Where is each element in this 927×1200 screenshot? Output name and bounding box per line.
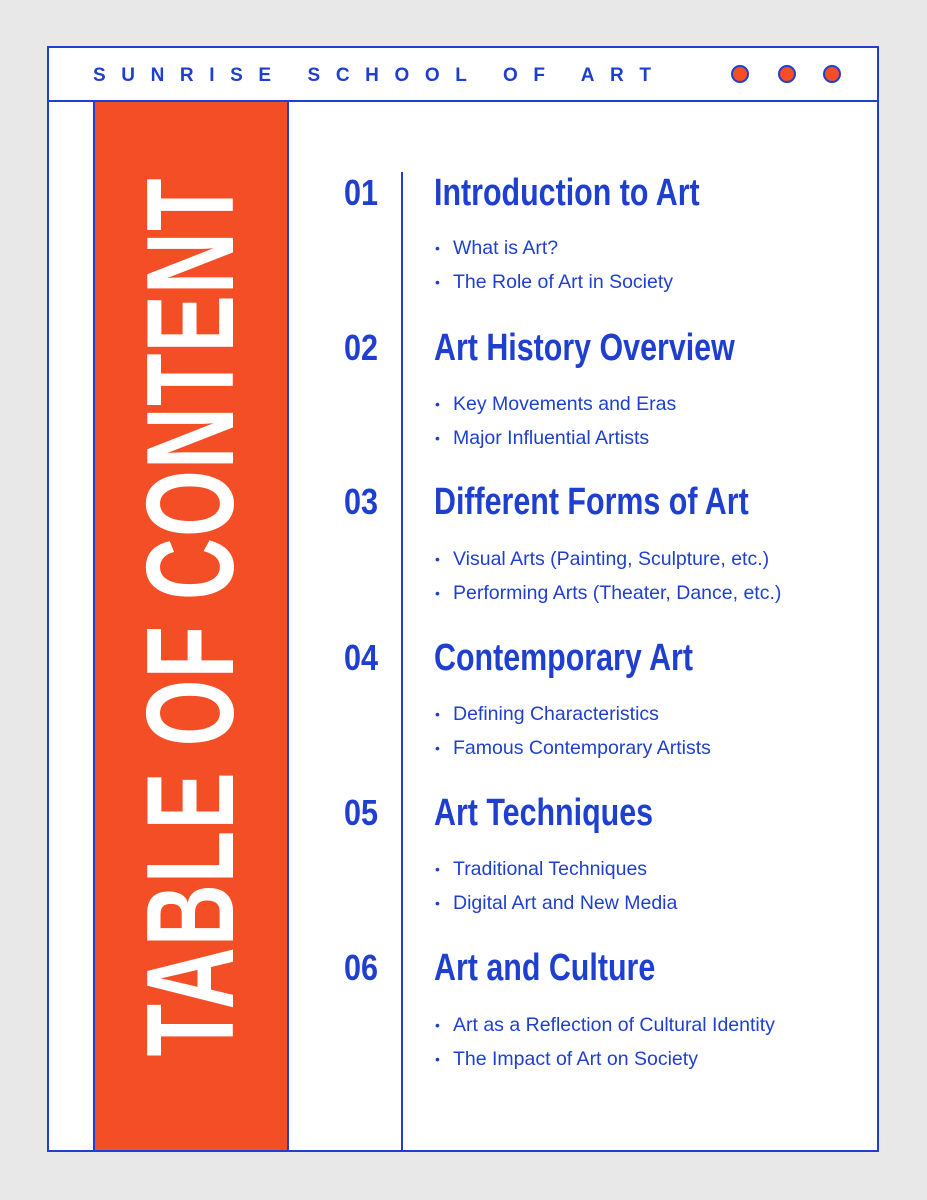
list-item[interactable]: • Famous Contemporary Artists (435, 731, 711, 765)
section-title[interactable]: Art History Overview (434, 327, 735, 369)
toc-section (49, 480, 877, 620)
bullet-icon: • (435, 551, 440, 567)
bullet-icon: • (435, 396, 440, 412)
header-bar (49, 48, 877, 102)
section-number: 03 (343, 481, 378, 522)
section-title[interactable]: Contemporary Art (434, 637, 693, 679)
bullet-icon: • (435, 585, 440, 601)
list-item[interactable]: • Visual Arts (Painting, Sculpture, etc.) (435, 542, 781, 576)
bullet-icon: • (435, 861, 440, 877)
decorative-dot (731, 65, 749, 83)
bullet-icon: • (435, 430, 440, 446)
subitem-list (435, 387, 676, 455)
section-title[interactable]: Introduction to Art (434, 172, 700, 214)
toc-section (49, 326, 877, 466)
list-item[interactable]: • What is Art? (435, 231, 673, 265)
subitem-list (435, 1008, 775, 1076)
decorative-dot (823, 65, 841, 83)
section-number: 01 (343, 172, 378, 213)
list-item[interactable]: • Traditional Techniques (435, 852, 677, 886)
bullet-icon: • (435, 706, 440, 722)
bullet-icon: • (435, 1051, 440, 1067)
toc-section (49, 946, 877, 1086)
subitem-list (435, 852, 677, 920)
list-item[interactable]: • Major Influential Artists (435, 421, 676, 455)
toc-section (49, 636, 877, 776)
section-number: 05 (343, 792, 378, 833)
document-page (47, 46, 879, 1152)
list-item[interactable]: • The Impact of Art on Society (435, 1042, 775, 1076)
toc-section (49, 791, 877, 931)
list-item[interactable]: • Performing Arts (Theater, Dance, etc.) (435, 576, 781, 610)
bullet-icon: • (435, 895, 440, 911)
section-title[interactable]: Different Forms of Art (434, 481, 749, 523)
table-of-content-title: TABLE OF CONTENT (121, 177, 261, 1057)
section-number: 04 (343, 637, 378, 678)
bullet-icon: • (435, 740, 440, 756)
school-name: SUNRISE SCHOOL OF ART (93, 65, 667, 86)
decorative-dot (778, 65, 796, 83)
list-item[interactable]: • Art as a Reflection of Cultural Identity (435, 1008, 775, 1042)
bullet-icon: • (435, 240, 440, 256)
section-number: 02 (343, 327, 378, 368)
list-item[interactable]: • The Role of Art in Society (435, 265, 673, 299)
section-title[interactable]: Art and Culture (434, 947, 656, 989)
subitem-list (435, 542, 781, 610)
list-item[interactable]: • Key Movements and Eras (435, 387, 676, 421)
section-number: 06 (343, 947, 378, 988)
toc-section (49, 171, 877, 311)
bullet-icon: • (435, 274, 440, 290)
section-title[interactable]: Art Techniques (434, 792, 654, 834)
subitem-list (435, 231, 673, 299)
list-item[interactable]: • Digital Art and New Media (435, 886, 677, 920)
list-item[interactable]: • Defining Characteristics (435, 697, 711, 731)
subitem-list (435, 697, 711, 765)
bullet-icon: • (435, 1017, 440, 1033)
